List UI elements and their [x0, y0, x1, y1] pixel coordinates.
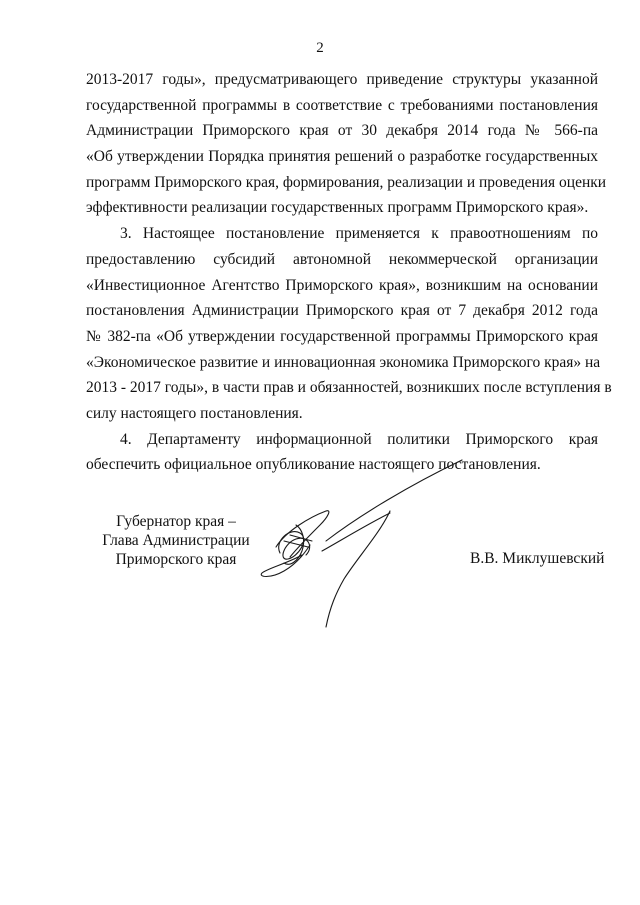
body-text-line: 2013 - 2017 годы», в части прав и обязанностей, возникших после вступления в [86, 379, 612, 397]
body-text-line: 2013-2017 годы», предусматривающего приведение структуры указанной [86, 71, 598, 88]
body-text-line: предоставлению субсидий автономной некоммерческой организации [86, 250, 598, 268]
body-text-line: 4. Департаменту информационной политики Приморского края [120, 430, 598, 448]
body-text-line: 3. Настоящее постановление применяется к правоотношениям по [120, 225, 598, 243]
signatory-title-line: Глава Администрации [102, 532, 250, 549]
body-text-line: «Инвестиционное Агентство Приморского края», возникшим на основании [86, 276, 598, 294]
page-number: 2 [316, 40, 324, 56]
body-text-line: государственной программы в соответствие с требованиями постановления [86, 96, 598, 114]
body-text-line: Администрации Приморского края от 30 декабря 2014 года № 566-па [86, 122, 598, 140]
signatory-title [96, 512, 256, 569]
body-text-line: программ Приморского края, формирования, реализации и проведения оценки [86, 173, 607, 191]
document-body [86, 67, 612, 478]
body-text-line: постановления Администрации Приморского края от 7 декабря 2012 года [86, 302, 598, 320]
body-text-line: «Об утверждении Порядка принятия решений о разработке государственных [86, 148, 598, 166]
handwritten-signature [240, 455, 470, 635]
signatory-title-line: Приморского края [115, 551, 237, 568]
body-text-line: обеспечить официальное опубликование настоящего постановления. [86, 456, 541, 474]
body-text-line: силу настоящего постановления. [86, 404, 303, 422]
body-text-line: № 382-па «Об утверждении государственной программы Приморского края [86, 327, 598, 345]
signatory-title-line: Губернатор края – [116, 513, 236, 530]
body-text-line: эффективности реализации государственных программ Приморского края». [86, 199, 589, 217]
body-text-line: «Экономическое развитие и инновационная экономика Приморского края» на [86, 353, 601, 371]
signatory-name: В.В. Миклушевский [470, 550, 605, 567]
